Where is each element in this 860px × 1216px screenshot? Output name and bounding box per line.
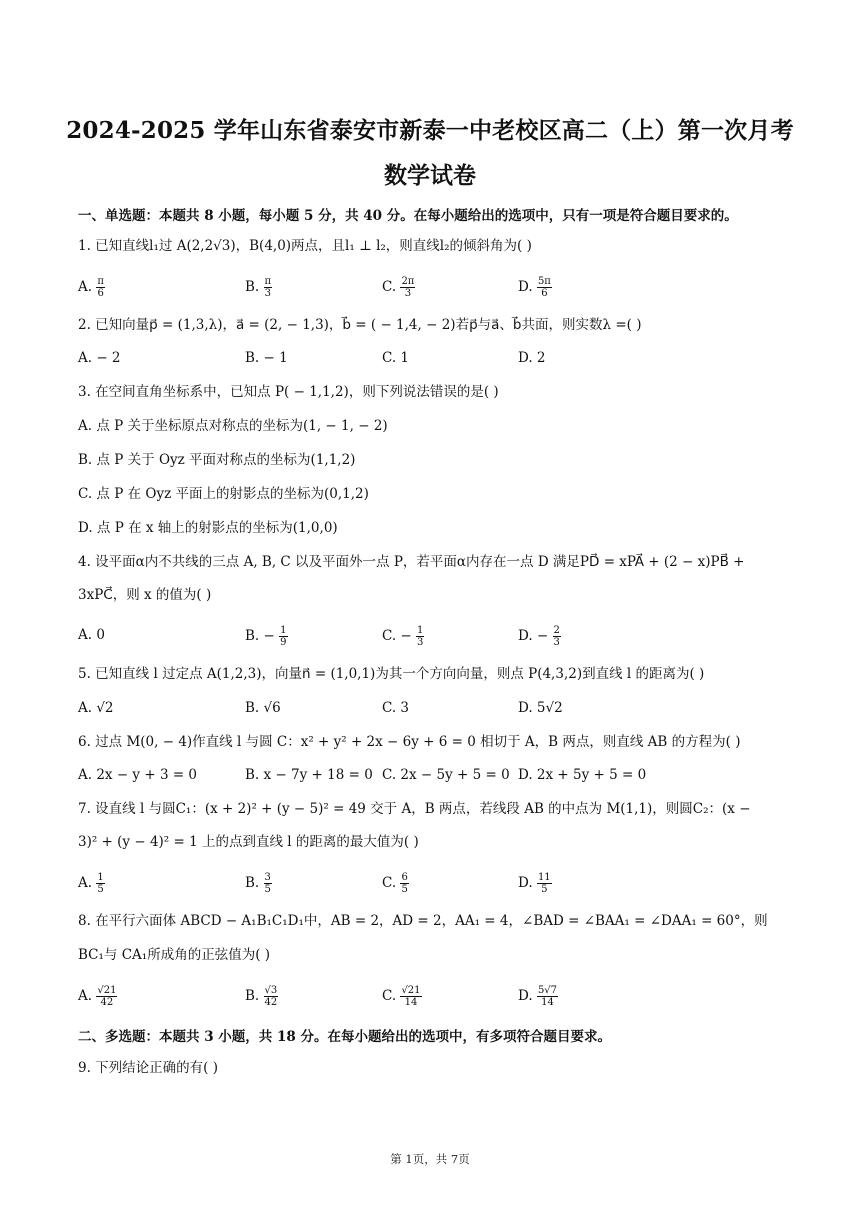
question-2-option-a: A. − 2 — [78, 350, 121, 366]
question-8-stem-line-2: BC₁与 CA₁所成角的正弦值为( ) — [78, 947, 271, 963]
question-1-option-c — [382, 276, 415, 299]
question-7-stem-line-1: 7. 设直线 l 与圆C₁：(x + 2)² + (y − 5)² = 49 交于 A，B 两点，若线段 AB 的中点为 M(1,1)，则圆C₂：(x − — [78, 801, 751, 817]
option-label: C. — [382, 988, 397, 1004]
question-5-option-c: C. 3 — [382, 700, 410, 716]
question-6-option-d: D. 2x + 5y + 5 = 0 — [518, 767, 647, 783]
question-1-option-a — [78, 276, 105, 299]
question-7-option-c — [382, 872, 409, 895]
section-heading-single-choice: 一、单选题：本题共 8 小题，每小题 5 分，共 40 分。在每小题给出的选项中，只有一项是符合题目要求的。 — [78, 208, 738, 224]
option-label: D. − — [518, 628, 549, 644]
question-5-option-b: B. √6 — [245, 700, 281, 716]
question-6-option-a: A. 2x − y + 3 = 0 — [78, 767, 198, 783]
question-3-option-a: A. 点 P 关于坐标原点对称点的坐标为(1, − 1, − 2) — [78, 418, 388, 434]
option-label: A. — [78, 988, 93, 1004]
option-label: C. — [382, 279, 397, 295]
question-3-option-c: C. 点 P 在 Oyz 平面上的射影点的坐标为(0,1,2) — [78, 486, 369, 502]
option-label: D. — [518, 988, 533, 1004]
option-fraction: $\frac{1}{3}$ — [417, 625, 424, 648]
option-fraction: $\frac{\pi}{3}$ — [264, 276, 272, 299]
question-8-option-d — [518, 985, 558, 1008]
option-label: A. — [78, 875, 93, 891]
question-2-option-d: D. 2 — [518, 350, 546, 366]
option-label: D. — [518, 279, 533, 295]
option-fraction: $\frac{√3}{42}$ — [264, 985, 278, 1008]
option-label: B. — [245, 875, 260, 891]
option-fraction: $\frac{1}{9}$ — [280, 625, 287, 648]
option-label: A. — [78, 279, 93, 295]
option-label: C. — [382, 875, 397, 891]
question-2-stem: 2. 已知向量p⃗ = (1,3,λ)，a⃗ = (2, − 1,3)，b⃗ = ( − 1,4, − 2)若p⃗与a⃗、b⃗共面，则实数λ =( ) — [78, 317, 642, 333]
question-6-stem: 6. 过点 M(0, − 4)作直线 l 与圆 C：x² + y² + 2x − 6y + 6 = 0 相切于 A，B 两点，则直线 AB 的方程为( ) — [78, 734, 741, 750]
question-7-option-d — [518, 872, 552, 895]
question-2-option-b: B. − 1 — [245, 350, 288, 366]
question-7-stem-line-2: 3)² + (y − 4)² = 1 上的点到直线 l 的距离的最大值为( ) — [78, 834, 419, 850]
question-4-stem-line-1: 4. 设平面α内不共线的三点 A, B, C 以及平面外一点 P，若平面α内存在一点 D 满足PD⃗ = xPA⃗ + (2 − x)PB⃗ + — [78, 554, 745, 570]
option-fraction: $\frac{6}{5}$ — [401, 872, 408, 895]
question-4-option-a: A. 0 — [78, 627, 105, 643]
question-7-option-a — [78, 872, 105, 895]
exam-subtitle: 数学试卷 — [384, 162, 476, 189]
option-fraction: $\frac{2\pi}{3}$ — [401, 276, 415, 299]
section-heading-multiple-choice: 二、多选题：本题共 3 小题，共 18 分。在每小题给出的选项中，有多项符合题目要求。 — [78, 1029, 611, 1045]
option-label: B. − — [245, 628, 275, 644]
page-footer: 第 1页，共 7页 — [390, 1152, 470, 1166]
question-4-option-c — [382, 625, 424, 648]
option-fraction: $\frac{5√7}{14}$ — [537, 985, 558, 1008]
option-label: B. — [245, 279, 260, 295]
question-9-stem: 9. 下列结论正确的有( ) — [78, 1060, 218, 1076]
question-4-stem-line-2: 3xPC⃗，则 x 的值为( ) — [78, 587, 212, 603]
question-8-option-b — [245, 985, 278, 1008]
question-6-option-c: C. 2x − 5y + 5 = 0 — [382, 767, 510, 783]
option-fraction: $\frac{√21}{42}$ — [97, 985, 117, 1008]
exam-title: 2024-2025 学年山东省泰安市新泰一中老校区高二（上）第一次月考 — [66, 117, 794, 144]
question-3-stem: 3. 在空间直角坐标系中，已知点 P( − 1,1,2)，则下列说法错误的是( ) — [78, 384, 499, 400]
option-label: D. — [518, 875, 533, 891]
question-8-option-c — [382, 985, 422, 1008]
question-3-option-d: D. 点 P 在 x 轴上的射影点的坐标为(1,0,0) — [78, 520, 338, 536]
question-6-option-b: B. x − 7y + 18 = 0 — [245, 767, 373, 783]
option-fraction: $\frac{√21}{14}$ — [401, 985, 421, 1008]
option-label: B. — [245, 988, 260, 1004]
option-fraction: $\frac{1}{5}$ — [97, 872, 104, 895]
option-fraction: $\frac{2}{3}$ — [553, 625, 560, 648]
question-4-option-b — [245, 625, 288, 648]
question-1-stem: 1. 已知直线l₁过 A(2,2√3)，B(4,0)两点，且l₁ ⊥ l₂，则直线l₂的倾斜角为( ) — [78, 238, 532, 254]
question-2-option-c: C. 1 — [382, 350, 410, 366]
option-fraction: $\frac{3}{5}$ — [264, 872, 271, 895]
option-label: C. − — [382, 628, 412, 644]
question-5-option-a: A. √2 — [78, 700, 114, 716]
question-1-option-d — [518, 276, 552, 299]
option-fraction: $\frac{11}{5}$ — [537, 872, 551, 895]
option-fraction: $\frac{\pi}{6}$ — [97, 276, 104, 299]
question-8-stem-line-1: 8. 在平行六面体 ABCD − A₁B₁C₁D₁中，AB = 2，AD = 2，AA₁ = 4，∠BAD = ∠BAA₁ = ∠DAA₁ = 60°，则 — [78, 913, 768, 929]
question-5-stem: 5. 已知直线 l 过定点 A(1,2,3)，向量n⃗ = (1,0,1)为其一个方向向量，则点 P(4,3,2)到直线 l 的距离为( ) — [78, 666, 705, 682]
question-5-option-d: D. 5√2 — [518, 700, 563, 716]
question-3-option-b: B. 点 P 关于 Oyz 平面对称点的坐标为(1,1,2) — [78, 452, 356, 468]
question-4-option-d — [518, 625, 561, 648]
question-7-option-b — [245, 872, 272, 895]
question-8-option-a — [78, 985, 117, 1008]
question-1-option-b — [245, 276, 272, 299]
option-fraction: $\frac{5\pi}{6}$ — [537, 276, 551, 299]
